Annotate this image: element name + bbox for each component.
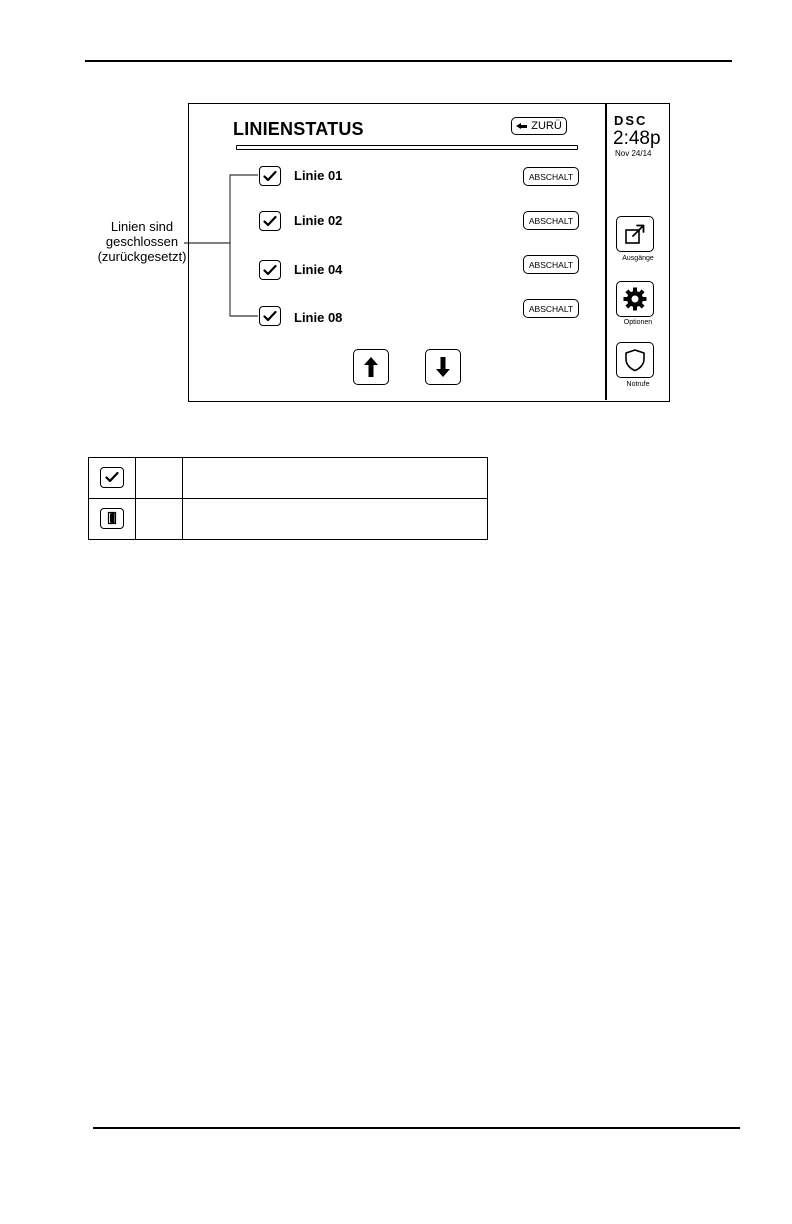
callout-text bbox=[84, 219, 200, 264]
scroll-down-button[interactable] bbox=[425, 349, 461, 385]
options-button[interactable] bbox=[616, 281, 654, 317]
callout-line: geschlossen bbox=[105, 234, 179, 249]
gear-icon bbox=[622, 286, 648, 312]
bypass-button[interactable]: ABSCHALT bbox=[523, 255, 579, 274]
zone-label: Linie 04 bbox=[294, 262, 343, 277]
legend-text bbox=[183, 499, 488, 540]
outputs-button[interactable] bbox=[616, 216, 654, 252]
arrow-down-icon bbox=[435, 356, 451, 378]
zone-status-check-icon[interactable] bbox=[259, 166, 281, 186]
footer-rule bbox=[93, 1127, 740, 1129]
check-icon bbox=[100, 467, 124, 488]
bypass-button[interactable]: ABSCHALT bbox=[523, 211, 579, 230]
emergency-label: Notrufe bbox=[626, 381, 650, 388]
bypass-button[interactable]: ABSCHALT bbox=[523, 167, 579, 186]
back-arrow-icon bbox=[516, 123, 527, 130]
emergency-button[interactable] bbox=[616, 342, 654, 378]
zone-label: Linie 08 bbox=[294, 310, 343, 325]
brand-logo: DSC bbox=[614, 113, 648, 128]
zone-label: Linie 02 bbox=[294, 213, 343, 228]
bypass-button[interactable]: ABSCHALT bbox=[523, 299, 579, 318]
back-button-label: ZURÜ bbox=[531, 120, 562, 132]
outputs-label: Ausgänge bbox=[622, 255, 654, 262]
shield-icon bbox=[622, 347, 648, 373]
output-icon bbox=[622, 221, 648, 247]
legend-row bbox=[89, 499, 488, 540]
scroll-up-button[interactable] bbox=[353, 349, 389, 385]
side-panel-divider bbox=[605, 104, 607, 400]
keypad-screen bbox=[188, 103, 670, 402]
header-rule bbox=[85, 60, 732, 62]
options-label: Optionen bbox=[623, 319, 653, 326]
callout-line: Linien sind bbox=[110, 219, 174, 234]
zone-status-check-icon[interactable] bbox=[259, 260, 281, 280]
back-button[interactable] bbox=[511, 117, 567, 135]
open-door-icon bbox=[100, 508, 124, 529]
screen-title: LINIENSTATUS bbox=[233, 119, 364, 139]
legend-row bbox=[89, 458, 488, 499]
title-divider bbox=[236, 145, 578, 150]
arrow-up-icon bbox=[363, 356, 379, 378]
clock: 2:48p bbox=[613, 128, 661, 149]
icon-legend-table bbox=[88, 457, 488, 540]
zone-status-check-icon[interactable] bbox=[259, 211, 281, 231]
date: Nov 24/14 bbox=[615, 149, 652, 158]
zone-label: Linie 01 bbox=[294, 168, 343, 183]
legend-text bbox=[183, 458, 488, 499]
callout-line: (zurückgesetzt) bbox=[97, 249, 187, 264]
zone-status-check-icon[interactable] bbox=[259, 306, 281, 326]
